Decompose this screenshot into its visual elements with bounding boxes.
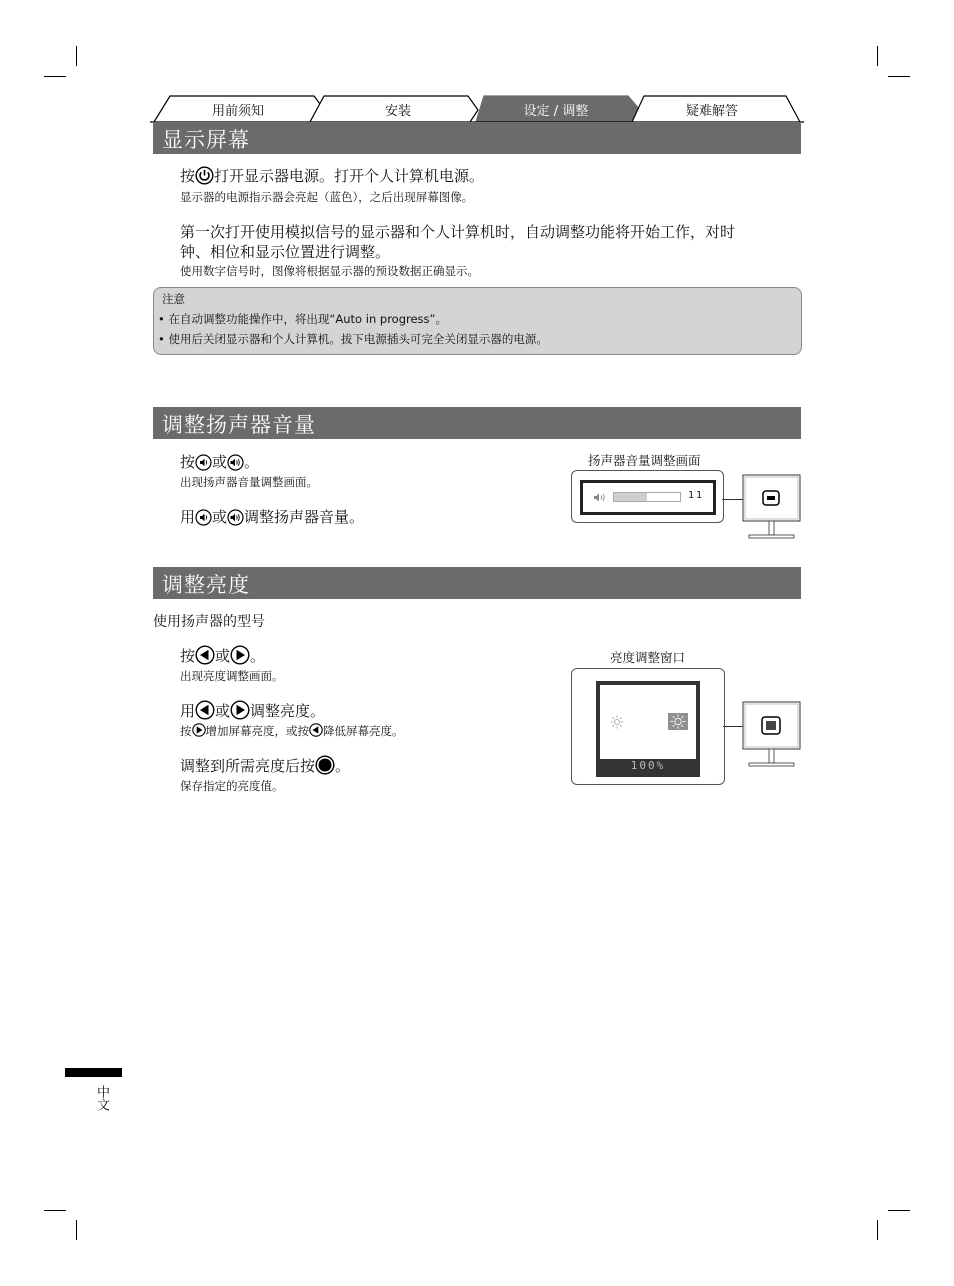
step-text: 按 bbox=[180, 724, 192, 738]
brightness-figure-title: 亮度调整窗口 bbox=[610, 650, 686, 665]
step-text: 用 bbox=[180, 508, 196, 526]
right-arrow-icon bbox=[192, 723, 206, 737]
enter-button-icon bbox=[315, 755, 335, 775]
step-text: 或 bbox=[215, 647, 231, 665]
connector-line bbox=[722, 499, 743, 500]
brightness-value: 100% bbox=[630, 759, 666, 772]
brightness-value-bar bbox=[600, 759, 696, 773]
step-brightness-adjust bbox=[180, 700, 325, 721]
step-text: 或 bbox=[215, 702, 231, 720]
step-auto-adjust-line2: 钟、相位和显示位置进行调整。 bbox=[180, 243, 391, 261]
tab-settings-adjustment[interactable]: 设定 / 调整 bbox=[523, 104, 589, 119]
section-title: 调整扬声器音量 bbox=[162, 413, 316, 437]
tab-troubleshooting[interactable]: 疑难解答 bbox=[685, 104, 738, 119]
model-note: 使用扬声器的型号 bbox=[153, 614, 265, 630]
monitor-icon bbox=[742, 474, 802, 540]
volume-up-icon bbox=[227, 454, 244, 471]
tab-before-use[interactable]: 用前须知 bbox=[211, 104, 264, 119]
sun-icon bbox=[668, 713, 688, 730]
step-auto-adjust-detail: 使用数字信号时，图像将根据显示器的预设数据正确显示。 bbox=[180, 264, 479, 278]
connector-line bbox=[723, 726, 743, 727]
brightness-window bbox=[596, 681, 700, 777]
monitor-icon bbox=[742, 701, 802, 767]
step-brightness-save bbox=[180, 755, 350, 776]
language-marker-bar bbox=[65, 1068, 122, 1077]
volume-window bbox=[580, 480, 716, 515]
note-heading: 注意 bbox=[162, 292, 185, 306]
step-text: 用 bbox=[180, 702, 196, 720]
right-arrow-icon bbox=[230, 700, 250, 720]
crop-mark bbox=[76, 46, 77, 66]
step-text: 或 bbox=[212, 453, 228, 471]
step-text: 。 bbox=[244, 453, 260, 471]
crop-mark bbox=[888, 1210, 910, 1211]
step-power-on-detail: 显示器的电源指示器会亮起（蓝色），之后出现屏幕图像。 bbox=[180, 190, 474, 204]
left-arrow-icon bbox=[195, 700, 215, 720]
step-text: 或 bbox=[212, 508, 228, 526]
step-volume-open bbox=[180, 451, 259, 472]
note-item: • 在自动调整功能操作中，将出现“Auto in progress”。 bbox=[158, 312, 447, 326]
crop-mark bbox=[44, 1210, 66, 1211]
left-arrow-icon bbox=[195, 645, 215, 665]
speaker-icon bbox=[593, 492, 607, 503]
section-title: 显示屏幕 bbox=[162, 128, 250, 152]
volume-up-icon bbox=[227, 509, 244, 526]
language-label: 中文 bbox=[94, 1085, 109, 1111]
step-text: 按 bbox=[180, 453, 196, 471]
step-text: 降低屏幕亮度。 bbox=[323, 724, 404, 738]
step-text: 按 bbox=[180, 647, 196, 665]
section-header-display bbox=[153, 122, 801, 154]
volume-figure-title: 扬声器音量调整画面 bbox=[588, 453, 701, 468]
note-item: • 使用后关闭显示器和个人计算机。拔下电源插头可完全关闭显示器的电源。 bbox=[158, 332, 548, 346]
step-power-on bbox=[180, 165, 484, 186]
step-text: 增加屏幕亮度，或按 bbox=[205, 724, 309, 738]
step-brightness-save-detail: 保存指定的亮度值。 bbox=[180, 779, 284, 793]
step-brightness-open-detail: 出现亮度调整画面。 bbox=[180, 669, 284, 683]
step-text: 调整扬声器音量。 bbox=[244, 508, 365, 526]
volume-down-icon bbox=[195, 454, 212, 471]
volume-slider-fill bbox=[614, 493, 647, 501]
step-auto-adjust-line1: 第一次打开使用模拟信号的显示器和个人计算机时，自动调整功能将开始工作，对时 bbox=[180, 223, 736, 241]
crop-mark bbox=[76, 1220, 77, 1240]
step-text: 。 bbox=[250, 647, 266, 665]
crop-mark bbox=[888, 76, 910, 77]
note-box bbox=[153, 287, 802, 355]
volume-down-icon bbox=[195, 509, 212, 526]
section-title: 调整亮度 bbox=[162, 573, 250, 597]
section-header-brightness bbox=[153, 567, 801, 599]
step-brightness-open bbox=[180, 645, 265, 666]
step-volume-open-detail: 出现扬声器音量调整画面。 bbox=[180, 475, 318, 489]
tab-installation[interactable]: 安装 bbox=[384, 104, 411, 119]
step-text: 调整到所需亮度后按 bbox=[180, 757, 316, 775]
left-arrow-icon bbox=[309, 723, 323, 737]
crop-mark bbox=[44, 76, 66, 77]
crop-mark bbox=[877, 46, 878, 66]
step-text: 按 bbox=[180, 167, 196, 185]
right-arrow-icon bbox=[230, 645, 250, 665]
step-text: 调整亮度。 bbox=[250, 702, 326, 720]
power-button-icon bbox=[195, 166, 214, 185]
step-text: 打开显示器电源。打开个人计算机电源。 bbox=[214, 167, 485, 185]
crop-mark bbox=[877, 1220, 878, 1240]
volume-slider-track[interactable] bbox=[613, 492, 681, 502]
volume-value: 11 bbox=[688, 490, 705, 501]
section-header-volume bbox=[153, 407, 801, 439]
step-volume-adjust bbox=[180, 506, 364, 527]
step-text: 。 bbox=[335, 757, 351, 775]
step-brightness-adjust-detail bbox=[180, 723, 404, 739]
sun-icon bbox=[610, 715, 624, 729]
